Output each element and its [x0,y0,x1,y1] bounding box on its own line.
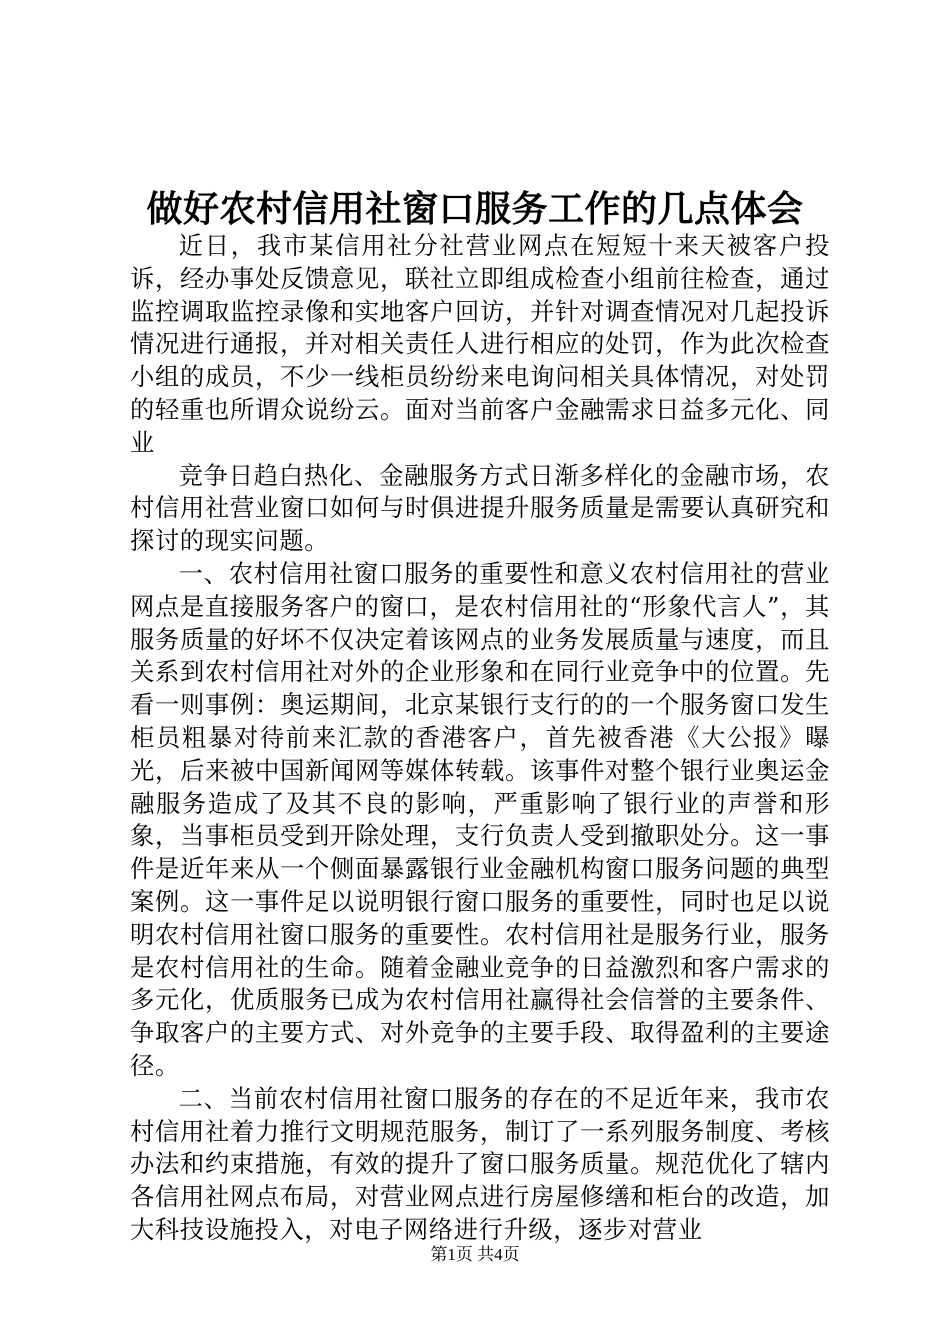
document-body [130,230,830,1247]
paragraph-1: 近日，我市某信用社分社营业网点在短短十来天被客户投诉，经办事处反馈意见，联社立即组成检查小组前往检查，通过监控调取监控录像和实地客户回访，并针对调查情况对几起投诉情况进行通报，并对相关责任人进行相应的处罚，作为此次检查小组的成员，不少一线柜员纷纷来电询问相关具体情况，对处罚的轻重也所谓众说纷云。面对当前客户金融需求日益多元化、同业 [130,231,830,457]
document-title: 做好农村信用社窗口服务工作的几点体会 [146,188,804,230]
paragraph-3: 一、农村信用社窗口服务的重要性和意义农村信用社的营业网点是直接服务客户的窗口，是农村信用社的“形象代言人”，其服务质量的好坏不仅决定着该网点的业务发展质量与速度，而且关系到农村信用社对外的企业形象和在同行业竞争中的位置。先看一则事例：奥运期间，北京某银行支行的的一个服务窗口发生柜员粗暴对待前来汇款的香港客户，首先被香港《大公报》曝光，后来被中国新闻网等媒体转载。该事件对整个银行业奥运金融服务造成了及其不良的影响，严重影响了银行业的声誉和形象，当事柜员受到开除处理，支行负责人受到撤职处分。这一事件是近年来从一个侧面暴露银行业金融机构窗口服务问题的典型案例。这一事件足以说明银行窗口服务的重要性，同时也足以说明农村信用社窗口服务的重要性。农村信用社是服务行业，服务是农村信用社的生命。随着金融业竞争的日益激烈和客户需求的多元化，优质服务已成为农村信用社赢得社会信誉的主要条件、争取客户的主要方式、对外竞争的主要手段、取得盈利的主要途径。 [130,558,830,1080]
paragraph-2: 竞争日趋白热化、金融服务方式日渐多样化的金融市场，农村信用社营业窗口如何与时俱进提升服务质量是需要认真研究和探讨的现实问题。 [130,460,830,556]
paragraph-4: 二、当前农村信用社窗口服务的存在的不足近年来，我市农村信用社着力推行文明规范服务，制订了一系列服务制度、考核办法和约束措施，有效的提升了窗口服务质量。规范优化了辖内各信用社网点布局，对营业网点进行房屋修缮和柜台的改造，加大科技设施投入，对电子网络进行升级，逐步对营业 [130,1083,830,1244]
page-number-label: 第1页 共4页 [430,1245,520,1264]
page-footer [0,1243,950,1267]
